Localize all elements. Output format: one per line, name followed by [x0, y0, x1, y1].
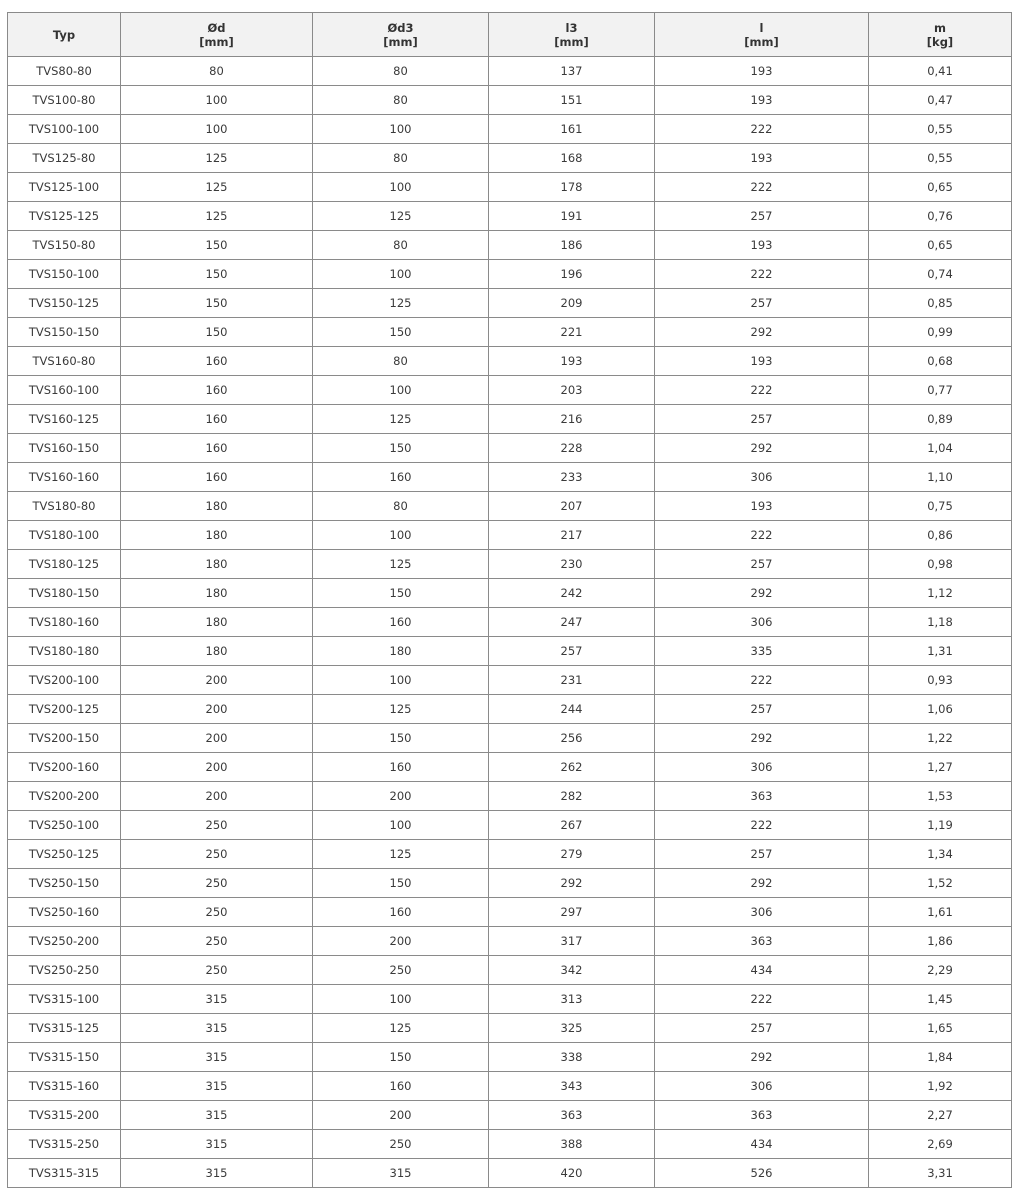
table-row [8, 260, 1012, 289]
cell-diameter-d: 80 [121, 57, 313, 86]
cell-diameter-d: 125 [121, 144, 313, 173]
cell-typ: TVS180-150 [8, 579, 121, 608]
cell-mass-m: 0,68 [869, 347, 1012, 376]
cell-mass-m: 0,41 [869, 57, 1012, 86]
cell-typ: TVS200-200 [8, 782, 121, 811]
cell-length-l3: 231 [489, 666, 655, 695]
cell-length-l: 306 [655, 898, 869, 927]
cell-mass-m: 0,89 [869, 405, 1012, 434]
cell-length-l3: 161 [489, 115, 655, 144]
table-row [8, 1072, 1012, 1101]
cell-typ: TVS180-160 [8, 608, 121, 637]
cell-length-l: 222 [655, 811, 869, 840]
cell-typ: TVS150-80 [8, 231, 121, 260]
cell-diameter-d3: 125 [313, 405, 489, 434]
cell-diameter-d3: 100 [313, 521, 489, 550]
cell-diameter-d: 180 [121, 521, 313, 550]
cell-mass-m: 0,55 [869, 115, 1012, 144]
cell-diameter-d3: 100 [313, 376, 489, 405]
cell-diameter-d: 125 [121, 202, 313, 231]
cell-length-l: 526 [655, 1159, 869, 1188]
table-row [8, 985, 1012, 1014]
cell-mass-m: 1,52 [869, 869, 1012, 898]
cell-diameter-d3: 150 [313, 579, 489, 608]
header-cell-length-l3 [489, 13, 655, 57]
cell-length-l: 222 [655, 260, 869, 289]
cell-diameter-d3: 125 [313, 1014, 489, 1043]
cell-typ: TVS250-100 [8, 811, 121, 840]
cell-mass-m: 1,92 [869, 1072, 1012, 1101]
cell-typ: TVS200-160 [8, 753, 121, 782]
cell-typ: TVS160-80 [8, 347, 121, 376]
cell-length-l: 306 [655, 1072, 869, 1101]
cell-length-l: 363 [655, 782, 869, 811]
cell-length-l3: 279 [489, 840, 655, 869]
cell-typ: TVS100-80 [8, 86, 121, 115]
cell-diameter-d: 250 [121, 956, 313, 985]
cell-mass-m: 1,10 [869, 463, 1012, 492]
cell-length-l3: 151 [489, 86, 655, 115]
cell-diameter-d3: 150 [313, 318, 489, 347]
cell-typ: TVS160-150 [8, 434, 121, 463]
cell-diameter-d3: 250 [313, 956, 489, 985]
cell-typ: TVS315-125 [8, 1014, 121, 1043]
cell-mass-m: 0,85 [869, 289, 1012, 318]
table-row [8, 405, 1012, 434]
cell-typ: TVS315-100 [8, 985, 121, 1014]
header-label: Typ [52, 27, 76, 42]
cell-diameter-d3: 200 [313, 782, 489, 811]
cell-diameter-d3: 250 [313, 1130, 489, 1159]
cell-length-l3: 209 [489, 289, 655, 318]
cell-length-l: 434 [655, 956, 869, 985]
cell-diameter-d: 100 [121, 86, 313, 115]
cell-mass-m: 0,47 [869, 86, 1012, 115]
cell-mass-m: 3,31 [869, 1159, 1012, 1188]
cell-diameter-d3: 80 [313, 231, 489, 260]
table-row [8, 869, 1012, 898]
cell-typ: TVS160-125 [8, 405, 121, 434]
cell-length-l3: 282 [489, 782, 655, 811]
cell-diameter-d3: 125 [313, 202, 489, 231]
cell-typ: TVS200-100 [8, 666, 121, 695]
table-row [8, 898, 1012, 927]
table-row [8, 782, 1012, 811]
cell-length-l3: 297 [489, 898, 655, 927]
table-row [8, 492, 1012, 521]
cell-length-l: 292 [655, 318, 869, 347]
cell-diameter-d: 200 [121, 724, 313, 753]
cell-length-l: 257 [655, 405, 869, 434]
table-row [8, 753, 1012, 782]
header-cell-mass-m [869, 13, 1012, 57]
cell-length-l3: 196 [489, 260, 655, 289]
cell-diameter-d: 160 [121, 405, 313, 434]
cell-diameter-d3: 100 [313, 260, 489, 289]
cell-diameter-d3: 150 [313, 1043, 489, 1072]
cell-length-l: 292 [655, 1043, 869, 1072]
cell-length-l: 222 [655, 115, 869, 144]
cell-diameter-d3: 160 [313, 1072, 489, 1101]
table-row [8, 840, 1012, 869]
cell-length-l3: 193 [489, 347, 655, 376]
cell-length-l: 193 [655, 57, 869, 86]
cell-length-l: 257 [655, 840, 869, 869]
cell-typ: TVS315-150 [8, 1043, 121, 1072]
cell-length-l3: 178 [489, 173, 655, 202]
cell-mass-m: 1,27 [869, 753, 1012, 782]
table-row [8, 956, 1012, 985]
cell-mass-m: 0,65 [869, 231, 1012, 260]
cell-diameter-d: 315 [121, 1043, 313, 1072]
cell-mass-m: 0,99 [869, 318, 1012, 347]
cell-diameter-d: 180 [121, 550, 313, 579]
header-unit: [mm] [744, 34, 779, 49]
cell-length-l3: 217 [489, 521, 655, 550]
cell-length-l3: 388 [489, 1130, 655, 1159]
table-row [8, 376, 1012, 405]
cell-diameter-d3: 125 [313, 550, 489, 579]
table-row [8, 637, 1012, 666]
cell-length-l: 193 [655, 347, 869, 376]
cell-mass-m: 1,06 [869, 695, 1012, 724]
cell-typ: TVS315-200 [8, 1101, 121, 1130]
cell-diameter-d: 315 [121, 1159, 313, 1188]
cell-diameter-d: 150 [121, 260, 313, 289]
cell-diameter-d3: 160 [313, 463, 489, 492]
cell-typ: TVS315-250 [8, 1130, 121, 1159]
table-row [8, 202, 1012, 231]
cell-diameter-d: 315 [121, 1101, 313, 1130]
cell-length-l3: 216 [489, 405, 655, 434]
cell-mass-m: 1,34 [869, 840, 1012, 869]
cell-mass-m: 0,93 [869, 666, 1012, 695]
cell-typ: TVS180-80 [8, 492, 121, 521]
cell-mass-m: 0,77 [869, 376, 1012, 405]
cell-diameter-d: 200 [121, 666, 313, 695]
cell-diameter-d: 180 [121, 637, 313, 666]
cell-diameter-d3: 80 [313, 144, 489, 173]
table-row [8, 579, 1012, 608]
cell-diameter-d3: 100 [313, 115, 489, 144]
cell-mass-m: 2,69 [869, 1130, 1012, 1159]
table-row [8, 927, 1012, 956]
cell-length-l: 222 [655, 376, 869, 405]
cell-mass-m: 1,45 [869, 985, 1012, 1014]
cell-typ: TVS315-315 [8, 1159, 121, 1188]
cell-length-l3: 267 [489, 811, 655, 840]
cell-diameter-d: 150 [121, 318, 313, 347]
cell-length-l3: 247 [489, 608, 655, 637]
table-row [8, 86, 1012, 115]
cell-diameter-d: 160 [121, 347, 313, 376]
header-label: Ød [207, 20, 226, 35]
cell-mass-m: 0,75 [869, 492, 1012, 521]
cell-diameter-d: 150 [121, 289, 313, 318]
cell-length-l: 222 [655, 173, 869, 202]
cell-mass-m: 0,65 [869, 173, 1012, 202]
table-row [8, 434, 1012, 463]
table-row [8, 231, 1012, 260]
cell-typ: TVS200-125 [8, 695, 121, 724]
cell-mass-m: 1,61 [869, 898, 1012, 927]
cell-diameter-d3: 125 [313, 289, 489, 318]
cell-length-l3: 256 [489, 724, 655, 753]
cell-mass-m: 1,53 [869, 782, 1012, 811]
header-cell-diameter-d [121, 13, 313, 57]
cell-typ: TVS160-160 [8, 463, 121, 492]
cell-length-l: 335 [655, 637, 869, 666]
cell-typ: TVS80-80 [8, 57, 121, 86]
cell-length-l3: 420 [489, 1159, 655, 1188]
table-row [8, 347, 1012, 376]
header-cell-typ [8, 13, 121, 57]
cell-length-l: 306 [655, 608, 869, 637]
cell-length-l: 434 [655, 1130, 869, 1159]
header-unit: [mm] [199, 34, 234, 49]
cell-length-l: 363 [655, 1101, 869, 1130]
spec-table-container [7, 12, 1011, 1188]
cell-diameter-d: 315 [121, 1072, 313, 1101]
cell-typ: TVS150-100 [8, 260, 121, 289]
table-row [8, 144, 1012, 173]
cell-mass-m: 0,74 [869, 260, 1012, 289]
cell-length-l: 222 [655, 985, 869, 1014]
cell-length-l: 222 [655, 666, 869, 695]
cell-length-l: 193 [655, 144, 869, 173]
table-row [8, 521, 1012, 550]
cell-typ: TVS250-250 [8, 956, 121, 985]
cell-typ: TVS180-125 [8, 550, 121, 579]
cell-length-l3: 343 [489, 1072, 655, 1101]
cell-diameter-d3: 100 [313, 666, 489, 695]
cell-diameter-d: 180 [121, 579, 313, 608]
cell-length-l3: 317 [489, 927, 655, 956]
cell-length-l3: 242 [489, 579, 655, 608]
table-row [8, 724, 1012, 753]
cell-length-l3: 230 [489, 550, 655, 579]
header-unit: [mm] [383, 34, 418, 49]
cell-diameter-d3: 100 [313, 173, 489, 202]
cell-mass-m: 1,19 [869, 811, 1012, 840]
cell-diameter-d: 250 [121, 869, 313, 898]
cell-diameter-d: 250 [121, 898, 313, 927]
cell-mass-m: 1,65 [869, 1014, 1012, 1043]
cell-diameter-d3: 100 [313, 811, 489, 840]
cell-length-l: 222 [655, 521, 869, 550]
cell-length-l3: 228 [489, 434, 655, 463]
cell-mass-m: 2,27 [869, 1101, 1012, 1130]
cell-diameter-d: 160 [121, 376, 313, 405]
cell-length-l: 193 [655, 86, 869, 115]
header-unit: [mm] [554, 34, 589, 49]
table-row [8, 1159, 1012, 1188]
cell-length-l3: 244 [489, 695, 655, 724]
cell-diameter-d3: 125 [313, 695, 489, 724]
cell-length-l3: 325 [489, 1014, 655, 1043]
cell-length-l: 306 [655, 463, 869, 492]
cell-length-l3: 257 [489, 637, 655, 666]
cell-length-l: 292 [655, 579, 869, 608]
cell-diameter-d: 150 [121, 231, 313, 260]
table-header [8, 13, 1012, 57]
table-row [8, 1101, 1012, 1130]
cell-length-l3: 233 [489, 463, 655, 492]
cell-typ: TVS250-150 [8, 869, 121, 898]
table-row [8, 115, 1012, 144]
cell-diameter-d: 125 [121, 173, 313, 202]
cell-length-l3: 292 [489, 869, 655, 898]
table-row [8, 608, 1012, 637]
cell-diameter-d: 250 [121, 840, 313, 869]
cell-typ: TVS125-125 [8, 202, 121, 231]
cell-diameter-d3: 160 [313, 898, 489, 927]
cell-length-l: 306 [655, 753, 869, 782]
cell-diameter-d: 200 [121, 695, 313, 724]
cell-diameter-d3: 315 [313, 1159, 489, 1188]
cell-mass-m: 1,18 [869, 608, 1012, 637]
cell-length-l: 363 [655, 927, 869, 956]
cell-typ: TVS180-100 [8, 521, 121, 550]
table-row [8, 1014, 1012, 1043]
cell-typ: TVS250-160 [8, 898, 121, 927]
cell-mass-m: 0,86 [869, 521, 1012, 550]
cell-length-l: 292 [655, 724, 869, 753]
cell-diameter-d3: 150 [313, 869, 489, 898]
table-row [8, 695, 1012, 724]
cell-diameter-d: 200 [121, 782, 313, 811]
table-row [8, 811, 1012, 840]
header-label: l3 [565, 20, 578, 35]
header-cell-length-l [655, 13, 869, 57]
cell-length-l3: 203 [489, 376, 655, 405]
cell-mass-m: 1,86 [869, 927, 1012, 956]
cell-length-l: 292 [655, 434, 869, 463]
table-row [8, 289, 1012, 318]
cell-length-l: 257 [655, 289, 869, 318]
cell-diameter-d3: 150 [313, 724, 489, 753]
cell-length-l3: 191 [489, 202, 655, 231]
table-row [8, 666, 1012, 695]
cell-diameter-d: 315 [121, 985, 313, 1014]
table-body [8, 57, 1012, 1188]
cell-diameter-d3: 200 [313, 1101, 489, 1130]
cell-diameter-d: 250 [121, 811, 313, 840]
cell-diameter-d3: 160 [313, 608, 489, 637]
table-row [8, 318, 1012, 347]
cell-length-l3: 168 [489, 144, 655, 173]
cell-length-l3: 262 [489, 753, 655, 782]
cell-length-l3: 313 [489, 985, 655, 1014]
cell-length-l: 292 [655, 869, 869, 898]
cell-diameter-d3: 80 [313, 57, 489, 86]
cell-typ: TVS250-200 [8, 927, 121, 956]
cell-length-l3: 207 [489, 492, 655, 521]
header-label: Ød3 [387, 20, 414, 35]
cell-diameter-d: 315 [121, 1130, 313, 1159]
cell-typ: TVS200-150 [8, 724, 121, 753]
cell-diameter-d3: 80 [313, 86, 489, 115]
cell-length-l: 193 [655, 231, 869, 260]
cell-diameter-d: 250 [121, 927, 313, 956]
table-row [8, 550, 1012, 579]
cell-length-l3: 342 [489, 956, 655, 985]
cell-mass-m: 0,55 [869, 144, 1012, 173]
cell-diameter-d3: 180 [313, 637, 489, 666]
cell-mass-m: 1,12 [869, 579, 1012, 608]
cell-diameter-d: 160 [121, 434, 313, 463]
cell-typ: TVS125-80 [8, 144, 121, 173]
cell-diameter-d3: 150 [313, 434, 489, 463]
cell-typ: TVS150-125 [8, 289, 121, 318]
cell-diameter-d: 315 [121, 1014, 313, 1043]
cell-typ: TVS100-100 [8, 115, 121, 144]
cell-mass-m: 0,76 [869, 202, 1012, 231]
cell-diameter-d: 180 [121, 492, 313, 521]
cell-typ: TVS160-100 [8, 376, 121, 405]
cell-mass-m: 1,04 [869, 434, 1012, 463]
cell-diameter-d3: 80 [313, 347, 489, 376]
cell-diameter-d: 160 [121, 463, 313, 492]
cell-typ: TVS150-150 [8, 318, 121, 347]
cell-length-l: 193 [655, 492, 869, 521]
table-row [8, 1043, 1012, 1072]
cell-length-l3: 363 [489, 1101, 655, 1130]
cell-diameter-d3: 160 [313, 753, 489, 782]
header-label: l [759, 20, 764, 35]
header-cell-diameter-d3 [313, 13, 489, 57]
header-label: m [934, 20, 946, 35]
table-row [8, 1130, 1012, 1159]
table-row [8, 173, 1012, 202]
cell-length-l3: 338 [489, 1043, 655, 1072]
cell-typ: TVS125-100 [8, 173, 121, 202]
cell-typ: TVS250-125 [8, 840, 121, 869]
cell-diameter-d: 180 [121, 608, 313, 637]
cell-length-l3: 137 [489, 57, 655, 86]
cell-length-l: 257 [655, 695, 869, 724]
cell-mass-m: 1,31 [869, 637, 1012, 666]
cell-mass-m: 0,98 [869, 550, 1012, 579]
header-unit: [kg] [926, 34, 954, 49]
cell-typ: TVS315-160 [8, 1072, 121, 1101]
cell-length-l: 257 [655, 202, 869, 231]
cell-mass-m: 1,22 [869, 724, 1012, 753]
cell-typ: TVS180-180 [8, 637, 121, 666]
cell-diameter-d: 100 [121, 115, 313, 144]
cell-length-l3: 221 [489, 318, 655, 347]
table-row [8, 57, 1012, 86]
cell-diameter-d: 200 [121, 753, 313, 782]
cell-diameter-d3: 80 [313, 492, 489, 521]
table-row [8, 463, 1012, 492]
cell-length-l: 257 [655, 1014, 869, 1043]
cell-diameter-d3: 200 [313, 927, 489, 956]
cell-mass-m: 2,29 [869, 956, 1012, 985]
cell-diameter-d3: 100 [313, 985, 489, 1014]
cell-length-l: 257 [655, 550, 869, 579]
spec-table [7, 12, 1012, 1188]
header-row [8, 13, 1012, 57]
cell-length-l3: 186 [489, 231, 655, 260]
cell-mass-m: 1,84 [869, 1043, 1012, 1072]
cell-diameter-d3: 125 [313, 840, 489, 869]
